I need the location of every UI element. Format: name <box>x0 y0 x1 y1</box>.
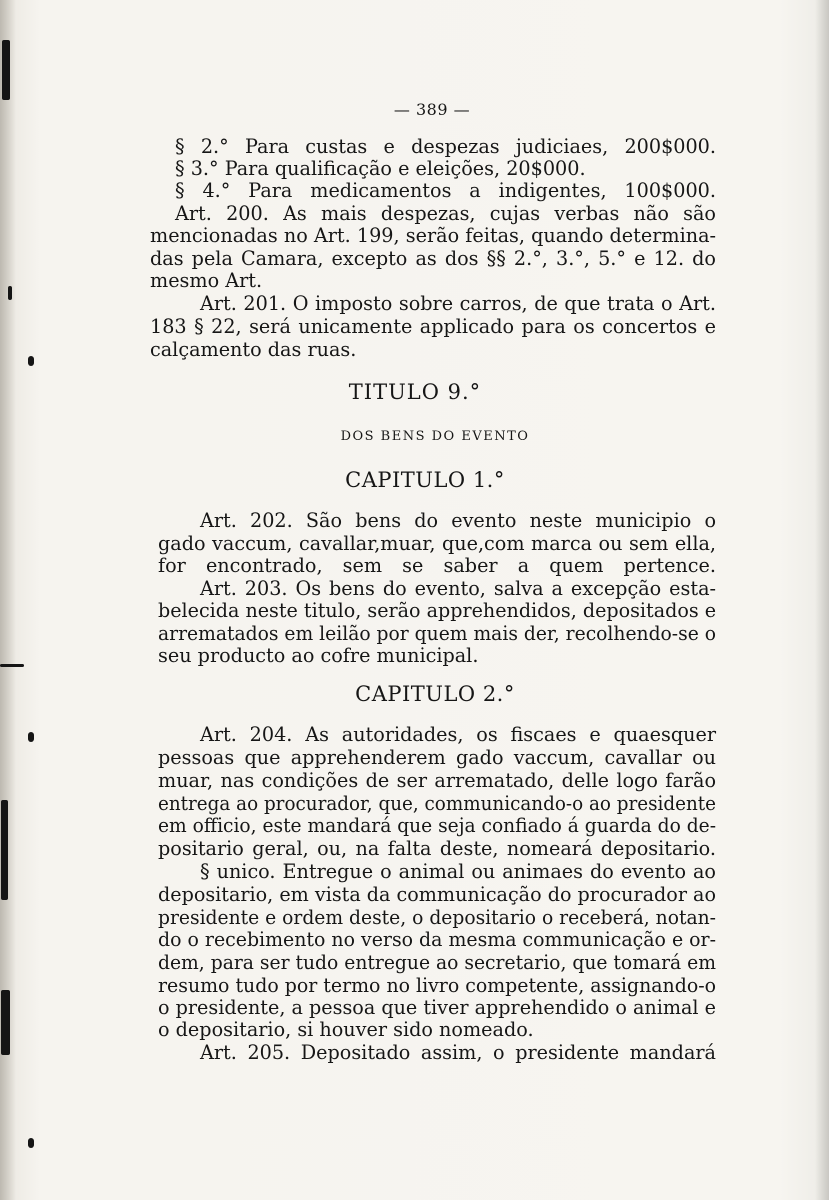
scan-mark <box>2 40 10 100</box>
text-line: o presidente, a pessoa que tiver apprehendido o animal e <box>158 996 716 1019</box>
page-edge-right <box>815 0 829 1200</box>
text-line: muar, nas condições de ser arrematado, delle logo farão <box>158 769 716 792</box>
text-line: gado vaccum, cavallar,muar, que,com marca ou sem ella, <box>158 532 716 555</box>
scan-mark <box>28 1138 34 1148</box>
text-line: dem, para ser tudo entregue ao secretario, que tomará em <box>158 951 716 974</box>
text-line: arrematados em leilão por quem mais der, recolhendo-se o <box>158 622 716 645</box>
text-line: belecida neste titulo, serão apprehendidos, depositados e <box>158 599 716 622</box>
text-line: Art. 202. São bens do evento neste municipio o <box>200 509 716 532</box>
capitulo-1-heading: CAPITULO 1.° <box>345 468 505 492</box>
text-line: § 4.° Para medicamentos a indigentes, 100$000. <box>175 179 716 202</box>
scan-mark <box>1 800 8 900</box>
capitulo-2-heading: CAPITULO 2.° <box>355 682 515 706</box>
text-line: calçamento das ruas. <box>150 338 357 361</box>
text-line: mesmo Art. <box>150 269 263 292</box>
titulo-heading: TITULO 9.° <box>348 380 482 404</box>
text-line: entrega ao procurador, que, communicando-o ao presidente <box>158 792 716 815</box>
text-line: presidente e ordem deste, o depositario o receberá, notan- <box>158 906 716 929</box>
text-line: em officio, este mandará que seja confiado á guarda do de- <box>158 814 716 837</box>
text-line: Art. 205. Depositado assim, o presidente mandará <box>200 1041 716 1064</box>
text-line: pessoas que apprehenderem gado vaccum, cavallar ou <box>158 746 716 769</box>
text-line: for encontrado, sem se saber a quem pertence. <box>158 554 716 577</box>
section-subtitle: DOS BENS DO EVENTO <box>340 429 530 444</box>
text-line: depositario, em vista da communicação do procurador ao <box>158 883 716 906</box>
text-line: Art. 201. O imposto sobre carros, de que trata o Art. <box>200 292 716 315</box>
text-line: § unico. Entregue o animal ou animaes do evento ao <box>200 860 716 883</box>
text-line: 183 § 22, será unicamente applicado para os concertos e <box>150 315 716 338</box>
page-number: — 389 — <box>393 100 471 119</box>
text-line: mencionadas no Art. 199, serão feitas, quando determina- <box>150 224 716 247</box>
text-line: o depositario, si houver sido nomeado. <box>158 1018 534 1041</box>
text-line: Art. 200. As mais despezas, cujas verbas não são <box>175 202 716 225</box>
scan-mark <box>28 356 34 366</box>
scan-mark <box>8 286 12 300</box>
scan-mark <box>0 664 24 667</box>
text-line: do o recebimento no verso da mesma communicação e or- <box>158 928 716 951</box>
scan-mark <box>28 732 34 742</box>
text-line: § 2.° Para custas e despezas judiciaes, 200$000. <box>175 135 716 158</box>
scan-mark <box>1 990 10 1055</box>
text-line: positario geral, ou, na falta deste, nomeará depositario. <box>158 837 716 860</box>
text-line: das pela Camara, excepto as dos §§ 2.°, 3.°, 5.° e 12. do <box>150 247 716 270</box>
text-line: resumo tudo por termo no livro competente, assignando-o <box>158 974 716 997</box>
text-line: Art. 204. As autoridades, os fiscaes e quaesquer <box>200 723 716 746</box>
text-line: seu producto ao cofre municipal. <box>158 644 479 667</box>
text-line: Art. 203. Os bens do evento, salva a excepção esta- <box>200 577 716 600</box>
text-line: § 3.° Para qualificação e eleições, 20$000. <box>175 157 586 180</box>
